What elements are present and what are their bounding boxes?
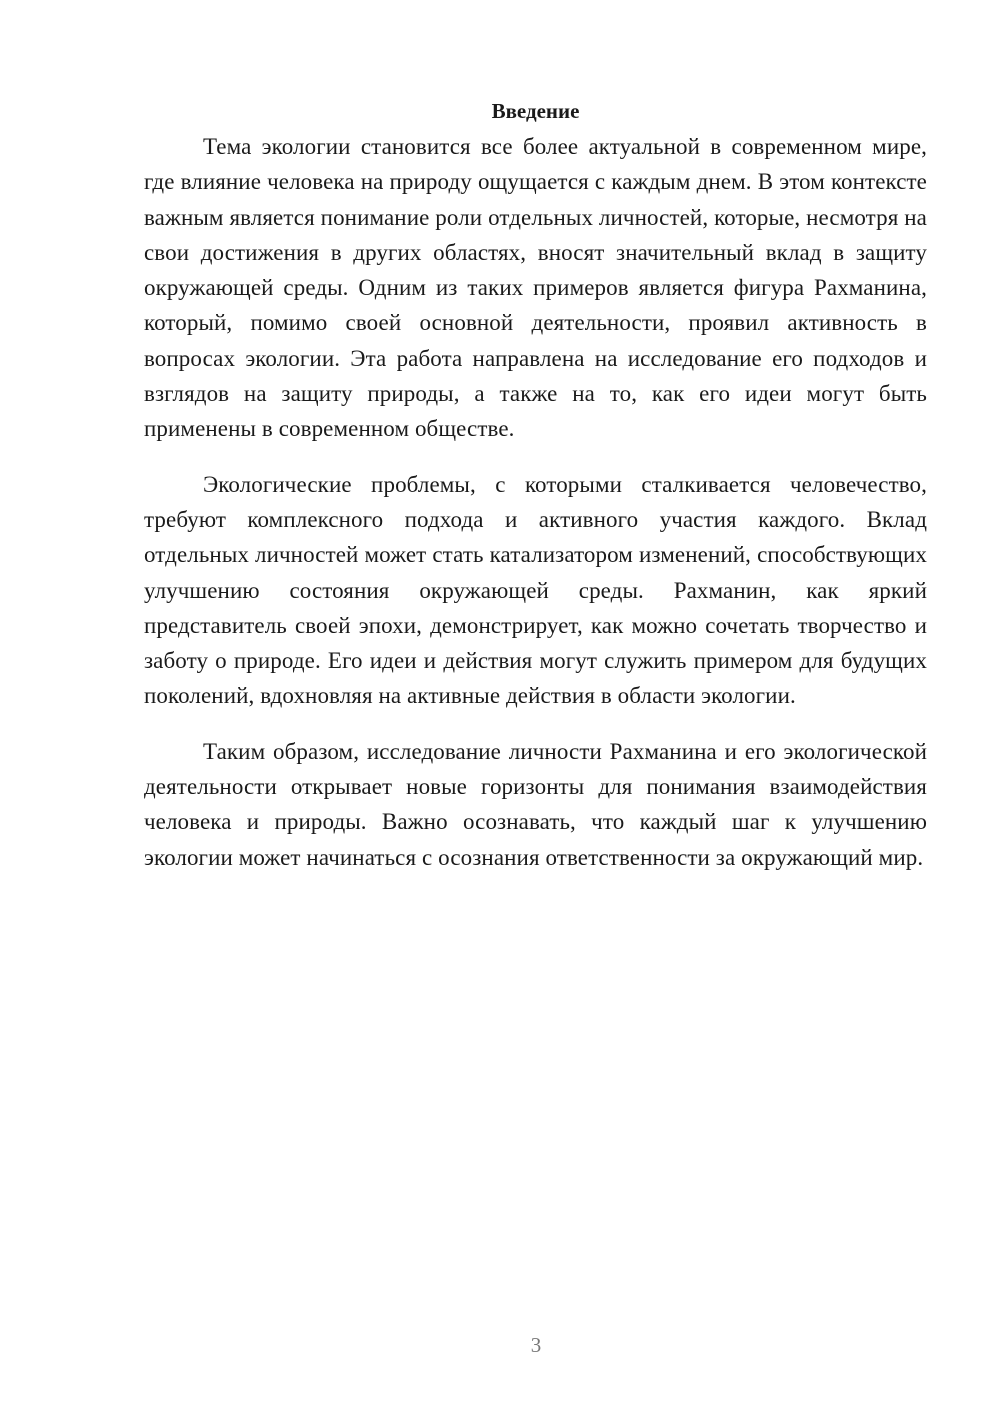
paragraph-2: Экологические проблемы, с которыми сталкивается человечество, требуют комплексного подхода и активного участия каждого. Вклад отдельных личностей может стать катализатором изменений, способствующих улучшению состояния окружающей среды. Рахманин, как яркий представитель своей эпохи, демонстрирует, как можно сочетать творчество и заботу о природе. Его идеи и действия могут служить примером для будущих поколений, вдохновляя на активные действия в области экологии. — [144, 471, 927, 709]
section-heading: Введение — [491, 99, 580, 123]
page-content — [144, 96, 927, 895]
paragraph-1: Тема экологии становится все более актуальной в современном мире, где влияние человека на природу ощущается с каждым днем. В этом контексте важным является понимание роли отдельных личностей, которые, несмотря на свои достижения в других областях, вносят значительный вклад в защиту окружающей среды. Одним из таких примеров является фигура Рахманина, который, помимо своей основной деятельности, проявил активность в вопросах экологии. Эта работа направлена на исследование его подходов и взглядов на защиту природы, а также на то, как его идеи могут быть применены в современном обществе. — [144, 134, 927, 442]
page-number: 3 — [530, 1333, 542, 1357]
paragraph-3: Таким образом, исследование личности Рахманина и его экологической деятельности открывает новые горизонты для понимания взаимодействия человека и природы. Важно осознавать, что каждый шаг к улучшению экологии может начинаться с осознания ответственности за окружающий мир. — [144, 738, 927, 870]
